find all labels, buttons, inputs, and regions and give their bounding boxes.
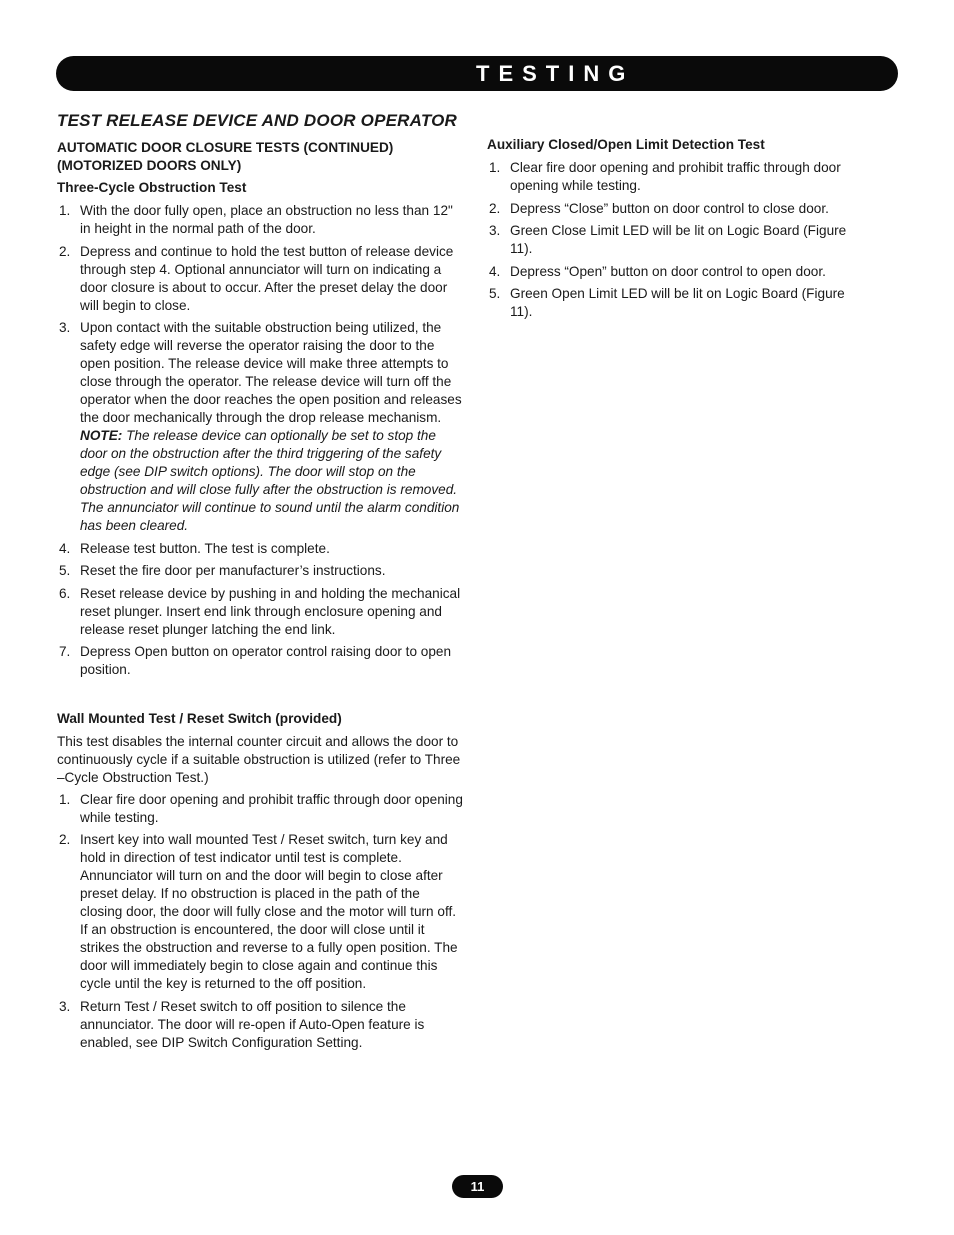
subsection-line-1: AUTOMATIC DOOR CLOSURE TESTS (CONTINUED) xyxy=(57,140,394,155)
page-number: 11 xyxy=(452,1175,503,1198)
list-item: 6. Reset release device by pushing in and holding the mechanical reset plunger. Insert end link through enclosure opening and release reset plunger latching the end link. xyxy=(59,585,461,637)
list-item: 5. Green Open Limit LED will be lit on Logic Board (Figure 11). xyxy=(489,286,845,319)
list-item: 3. Return Test / Reset switch to off position to silence the annunciator. The door will re-open if Auto-Open feature is enabled, see DIP Switch Configuration Setting. xyxy=(59,998,425,1050)
note-text: The release device can optionally be set to stop the door on the obstruction after the third triggering of the safety edge (see DIP switch options). The door will stop on the obstruction and will close fully after the obstruction is removed. The annunciator will continue to sound until the alarm condition has been cleared. xyxy=(80,428,460,533)
wall-switch-steps xyxy=(57,791,465,1052)
subsection-line-2: (MOTORIZED DOORS ONLY) xyxy=(57,158,242,173)
list-item: 1. Clear fire door opening and prohibit traffic through door opening while testing. xyxy=(59,791,463,825)
note xyxy=(80,428,459,533)
wall-switch-heading: Wall Mounted Test / Reset Switch (provided) xyxy=(57,710,342,726)
list-item: 4. Depress “Open” button on door control to open door. xyxy=(489,263,826,279)
list-item: 1. Clear fire door opening and prohibit traffic through door opening while testing. xyxy=(489,160,841,193)
list-item: 4. Release test button. The test is complete. xyxy=(59,540,330,556)
list-item: 5. Reset the fire door per manufacturer’s instructions. xyxy=(59,563,386,578)
subsection-heading xyxy=(57,139,465,175)
three-cycle-heading: Three-Cycle Obstruction Test xyxy=(57,180,247,195)
list-item: 3. Upon contact with the suitable obstruction being utilized, the safety edge will reverse the operator raising the door to the open position. The release device will make three attempts to close through the operator. The release device will turn off the operator when the door reaches the open position and releases the door mechanically through the drop release mechanism. NOTE: The release device can optionally be set to stop the door on the obstruction after the third triggering of the safety edge (see DIP switch options). The door will stop on the obstruction and will close fully after the obstruction is removed. The annunciator will continue to sound until the alarm condition has been cleared. xyxy=(59,320,462,533)
header-bar xyxy=(56,56,898,91)
section-title: TEST RELEASE DEVICE AND DOOR OPERATOR xyxy=(57,111,458,130)
aux-limit-heading: Auxiliary Closed/Open Limit Detection Test xyxy=(487,137,765,152)
list-item: 7. Depress Open button on operator control raising door to open position. xyxy=(59,644,452,677)
left-column xyxy=(57,110,465,1056)
note-label: NOTE: xyxy=(80,428,123,443)
right-column xyxy=(487,136,859,326)
wall-switch-intro: This test disables the internal counter circuit and allows the door to continuously cycle if a suitable obstruction is utilized (refer to Three –Cycle Obstruction Test.) xyxy=(57,733,461,785)
list-item: 3. Green Close Limit LED will be lit on Logic Board (Figure 11). xyxy=(489,223,847,256)
list-item: 2. Depress and continue to hold the test button of release device through step 4. Optional annunciator will turn on indicating a door closure is about to occur. After the preset delay the door will begin to close. xyxy=(59,243,454,313)
three-cycle-steps xyxy=(57,202,465,679)
page-title: TESTING xyxy=(476,61,635,86)
list-item: 1. With the door fully open, place an obstruction no less than 12" in height in the normal path of the door. xyxy=(59,203,453,236)
list-item: 2. Depress “Close” button on door control to close door. xyxy=(489,200,829,216)
aux-limit-steps xyxy=(487,159,859,321)
list-item: 2. Insert key into wall mounted Test / Reset switch, turn key and hold in direction of test indicator until test is complete. Annunciator will turn on and the door will begin to close after preset delay. If no obstruction is placed in the path of the closing door, the door will fully close and the motor will turn off. If an obstruction is encountered, the door will close until it strikes the obstruction and reverse to a fully open position. The door will immediately begin to close again and continue this cycle until the key is returned to the off position. xyxy=(59,832,458,991)
